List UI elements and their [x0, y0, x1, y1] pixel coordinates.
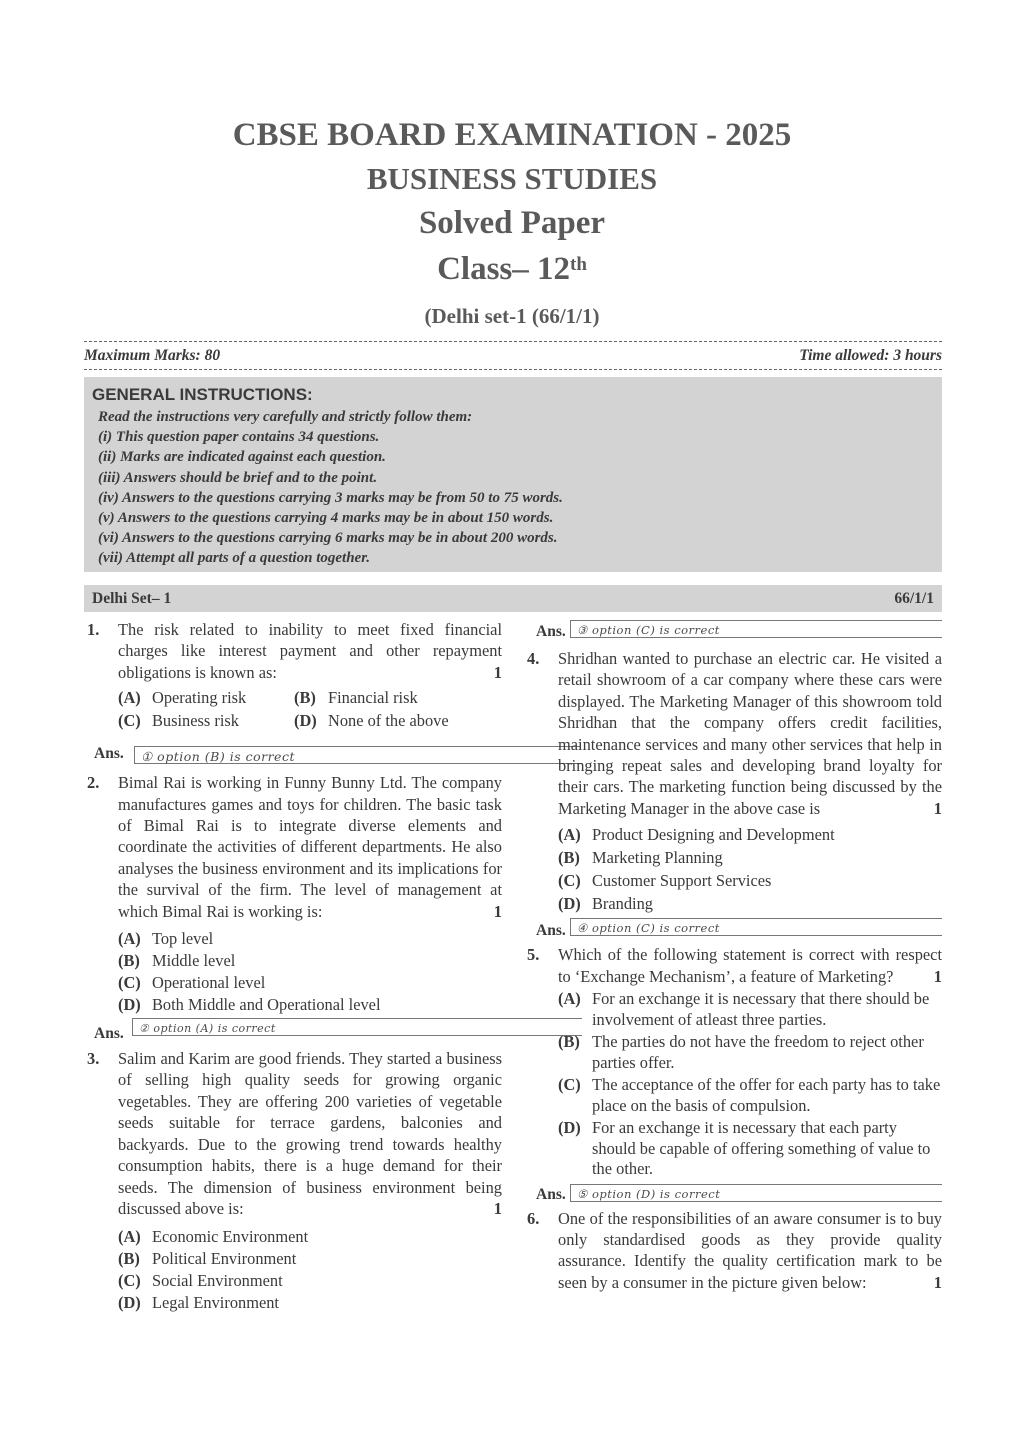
- instruction-item: (vii) Attempt all parts of a question together.: [98, 550, 370, 567]
- answer-4: Ans. ④ option (C) is correct: [524, 917, 942, 941]
- option: (C) Business risk: [118, 711, 239, 731]
- option: (C) Operational level: [118, 973, 266, 993]
- option: (D) Branding: [558, 894, 654, 914]
- question-text: Bimal Rai is working in Funny Bunny Ltd. The company manufactures games and toys for children. The basic task of Bimal Rai is to integrate diverse elements and coordinate the activities of different departments. He also analyses the business environment and its implications for the survival of the firm. The level of management at which Bimal Rai is working is:: [118, 773, 502, 921]
- question-5: 5. Which of the following statement is correct with respect to ‘Exchange Mechanism’, a feature of Marketing? 1: [527, 945, 942, 986]
- paper-type: Solved Paper: [418, 205, 606, 241]
- question-2: 2. Bimal Rai is working in Funny Bunny Ltd. The company manufactures games and toys for children. The basic task of Bimal Rai is to integrate diverse elements and coordinate the activities of different departments. He also analyses the business environment and its implications for the survival of the firm. The level of management at which Bimal Rai is working is: 1: [87, 773, 502, 921]
- options-q5: [524, 989, 942, 1180]
- left-column: [84, 619, 502, 1314]
- set-info: (Delhi set-1 (66/1/1): [424, 304, 600, 328]
- question-mark: 1: [933, 1272, 942, 1292]
- paper-header: [0, 112, 1024, 338]
- general-instructions: [84, 377, 942, 572]
- instruction-item: (ii) Marks are indicated against each question.: [98, 449, 386, 466]
- question-6: 6. One of the responsibilities of an aware consumer is to buy only standardised goods as they provide quality assurance. Identify the quality certification mark to be seen by a consumer in the picture given below: 1: [527, 1208, 942, 1292]
- option: (A) For an exchange it is necessary that there should be involvement of atleast three parties.: [558, 989, 930, 1029]
- question-mark: 1: [493, 901, 502, 921]
- set-name: Delhi Set– 1: [92, 589, 172, 607]
- question-1: 1. The risk related to inability to meet fixed financial charges like interest payment and other repayment obligations is known as: 1: [87, 620, 502, 682]
- question-text: One of the responsibilities of an aware consumer is to buy only standardised goods as they provide quality assurance. Identify the quality certification mark to be seen by a consumer in the picture given below:: [558, 1208, 942, 1292]
- option: (A) Economic Environment: [118, 1227, 309, 1247]
- question-text: Shridhan wanted to purchase an electric car. He visited a retail showroom of a car company where these cars were displayed. The Marketing Manager of this showroom told Shridhan that the company offers credit facilities, maintenance services and many other services that help in bringing repeat sales and developing brand loyalty for their cars. The marketing function being discussed by the Marketing Manager in the above case is: [558, 649, 942, 818]
- instruction-item: (iii) Answers should be brief and to the point.: [98, 469, 378, 486]
- option: (B) Political Environment: [118, 1249, 297, 1269]
- question-text: Salim and Karim are good friends. They started a business of selling high quality seeds for growing organic vegetables. They are offering 200 varieties of vegetable seeds suitable for terrace gardens, balconies and backyards. Due to the growing trend towards healthy consumption habits, there is a huge demand for their seeds. The dimension of business environment being discussed above is:: [118, 1049, 502, 1218]
- option: (B) The parties do not have the freedom to reject other parties offer.: [558, 1032, 924, 1072]
- marks-row: [84, 347, 942, 365]
- option: (C) Social Environment: [118, 1271, 283, 1291]
- class-title: Class– 12th: [437, 251, 587, 287]
- handwritten-answer: ③ option (C) is correct: [577, 623, 720, 637]
- divider-top: [84, 341, 942, 342]
- instruction-item: (i) This question paper contains 34 questions.: [98, 429, 380, 446]
- set-code: 66/1/1: [894, 589, 934, 607]
- question-mark: 1: [493, 1198, 502, 1218]
- instruction-item: (v) Answers to the questions carrying 4 marks may be in about 150 words.: [98, 510, 554, 527]
- subject-title: BUSINESS STUDIES: [366, 161, 658, 196]
- time-allowed: Time allowed: 3 hours: [799, 347, 942, 364]
- option: (D) Both Middle and Operational level: [118, 995, 381, 1015]
- option: (A) Operating risk: [118, 688, 247, 708]
- handwritten-answer: ④ option (C) is correct: [577, 921, 720, 936]
- answer-box: [570, 918, 942, 936]
- handwritten-answer: ② option (A) is correct: [139, 1022, 276, 1036]
- question-text: The risk related to inability to meet fixed financial charges like interest payment and other repayment obligations is known as:: [118, 620, 502, 682]
- options-q3: [84, 1226, 502, 1314]
- answer-box: [132, 1018, 582, 1036]
- exam-title: CBSE BOARD EXAMINATION - 2025: [232, 117, 792, 153]
- options-q4: [524, 823, 942, 915]
- option: (D) Legal Environment: [118, 1293, 279, 1313]
- option: (C) The acceptance of the offer for each party has to take place on the basis of compulsion.: [558, 1075, 941, 1115]
- question-4: 4. Shridhan wanted to purchase an electric car. He visited a retail showroom of a car company where these cars were displayed. The Marketing Manager of this showroom told Shridhan that the company offers credit facilities, maintenance services and many other services that help in bringing repeat sales and developing brand loyalty for their cars. The marketing function being discussed by the Marketing Manager in the above case is 1: [527, 649, 942, 818]
- option: (A) Product Designing and Development: [558, 825, 835, 845]
- max-marks: Maximum Marks: 80: [84, 347, 221, 364]
- question-mark: 1: [493, 662, 502, 682]
- options-q1: [118, 686, 502, 732]
- answer-box: [134, 746, 580, 764]
- question-3: 3. Salim and Karim are good friends. They started a business of selling high quality seeds for growing organic vegetables. They are offering 200 varieties of vegetable seeds suitable for terrace gardens, balconies and backyards. Due to the growing trend towards healthy consumption habits, there is a huge demand for their seeds. The dimension of business environment being discussed above is: 1: [87, 1049, 502, 1218]
- question-mark: 1: [933, 966, 942, 986]
- answer-2: Ans. ② option (A) is correct: [84, 1018, 502, 1044]
- question-text: Which of the following statement is correct with respect to ‘Exchange Mechanism’, a feature of Marketing?: [558, 945, 942, 986]
- instructions-title: GENERAL INSTRUCTIONS:: [92, 385, 313, 404]
- answer-1: Ans. ① option (B) is correct: [84, 742, 502, 766]
- divider-bottom: [84, 369, 942, 370]
- question-mark: 1: [933, 798, 942, 818]
- instruction-item: (iv) Answers to the questions carrying 3 marks may be from 50 to 75 words.: [98, 489, 563, 506]
- option: (B) Marketing Planning: [558, 848, 723, 868]
- option: (D) None of the above: [294, 711, 449, 731]
- answer-box: [570, 1184, 942, 1202]
- option: (C) Customer Support Services: [558, 871, 772, 891]
- option: (A) Top level: [118, 929, 214, 949]
- answer-box: [570, 620, 942, 638]
- option: (B) Financial risk: [294, 688, 418, 708]
- instruction-item: (vi) Answers to the questions carrying 6 marks may be in about 200 words.: [98, 530, 558, 547]
- answer-5: Ans. ⑤ option (D) is correct: [524, 1182, 942, 1206]
- option: (B) Middle level: [118, 951, 236, 971]
- right-column: [524, 620, 942, 1293]
- set-bar: [84, 585, 942, 612]
- handwritten-answer: ⑤ option (D) is correct: [577, 1186, 721, 1201]
- options-q2: [84, 928, 502, 1016]
- answer-3: Ans. ③ option (C) is correct: [524, 620, 942, 642]
- handwritten-answer: ① option (B) is correct: [141, 749, 295, 765]
- instructions-intro: Read the instructions very carefully and strictly follow them:: [98, 409, 473, 425]
- option: (D) For an exchange it is necessary that each party should be capable of offering something of value to the other.: [558, 1118, 931, 1179]
